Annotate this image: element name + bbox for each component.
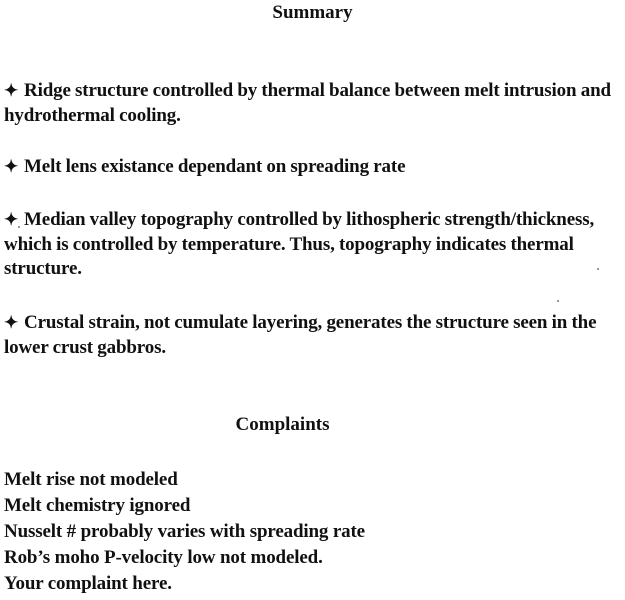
summary-bullet [4,79,622,128]
summary-bullet [4,155,622,180]
scan-speck [597,268,599,270]
four-pointed-star-icon: ✦ [4,210,19,229]
summary-heading: Summary [272,2,353,23]
four-pointed-star-icon: ✦ [4,157,19,176]
complaints-list [4,467,365,597]
scan-speck [18,226,20,228]
summary-bullet [4,311,622,360]
complaint-item: Your complaint here. [4,573,172,594]
four-pointed-star-icon: ✦ [4,313,19,332]
summary-bullet-text: Median valley topography controlled by lithospheric strength/thickness, which is controlled by temperature. Thus, topography indicates thermal structure. [4,209,595,279]
scan-speck [557,300,559,302]
complaints-heading: Complaints [235,414,330,435]
summary-bullet-text: Crustal strain, not cumulate layering, generates the structure seen in the lower crust gabbros. [4,312,597,358]
summary-bullet-text: Ridge structure controlled by thermal balance between melt intrusion and hydrothermal cooling. [4,80,611,126]
complaint-item: Rob’s moho P-velocity low not modeled. [4,547,323,568]
complaint-item: Nusselt # probably varies with spreading rate [4,521,365,542]
summary-bullet-text: Melt lens existance dependant on spreading rate [24,156,406,177]
complaint-item: Melt rise not modeled [4,469,178,490]
complaint-item: Melt chemistry ignored [4,495,191,516]
summary-bullet [4,208,622,282]
four-pointed-star-icon: ✦ [4,81,19,100]
